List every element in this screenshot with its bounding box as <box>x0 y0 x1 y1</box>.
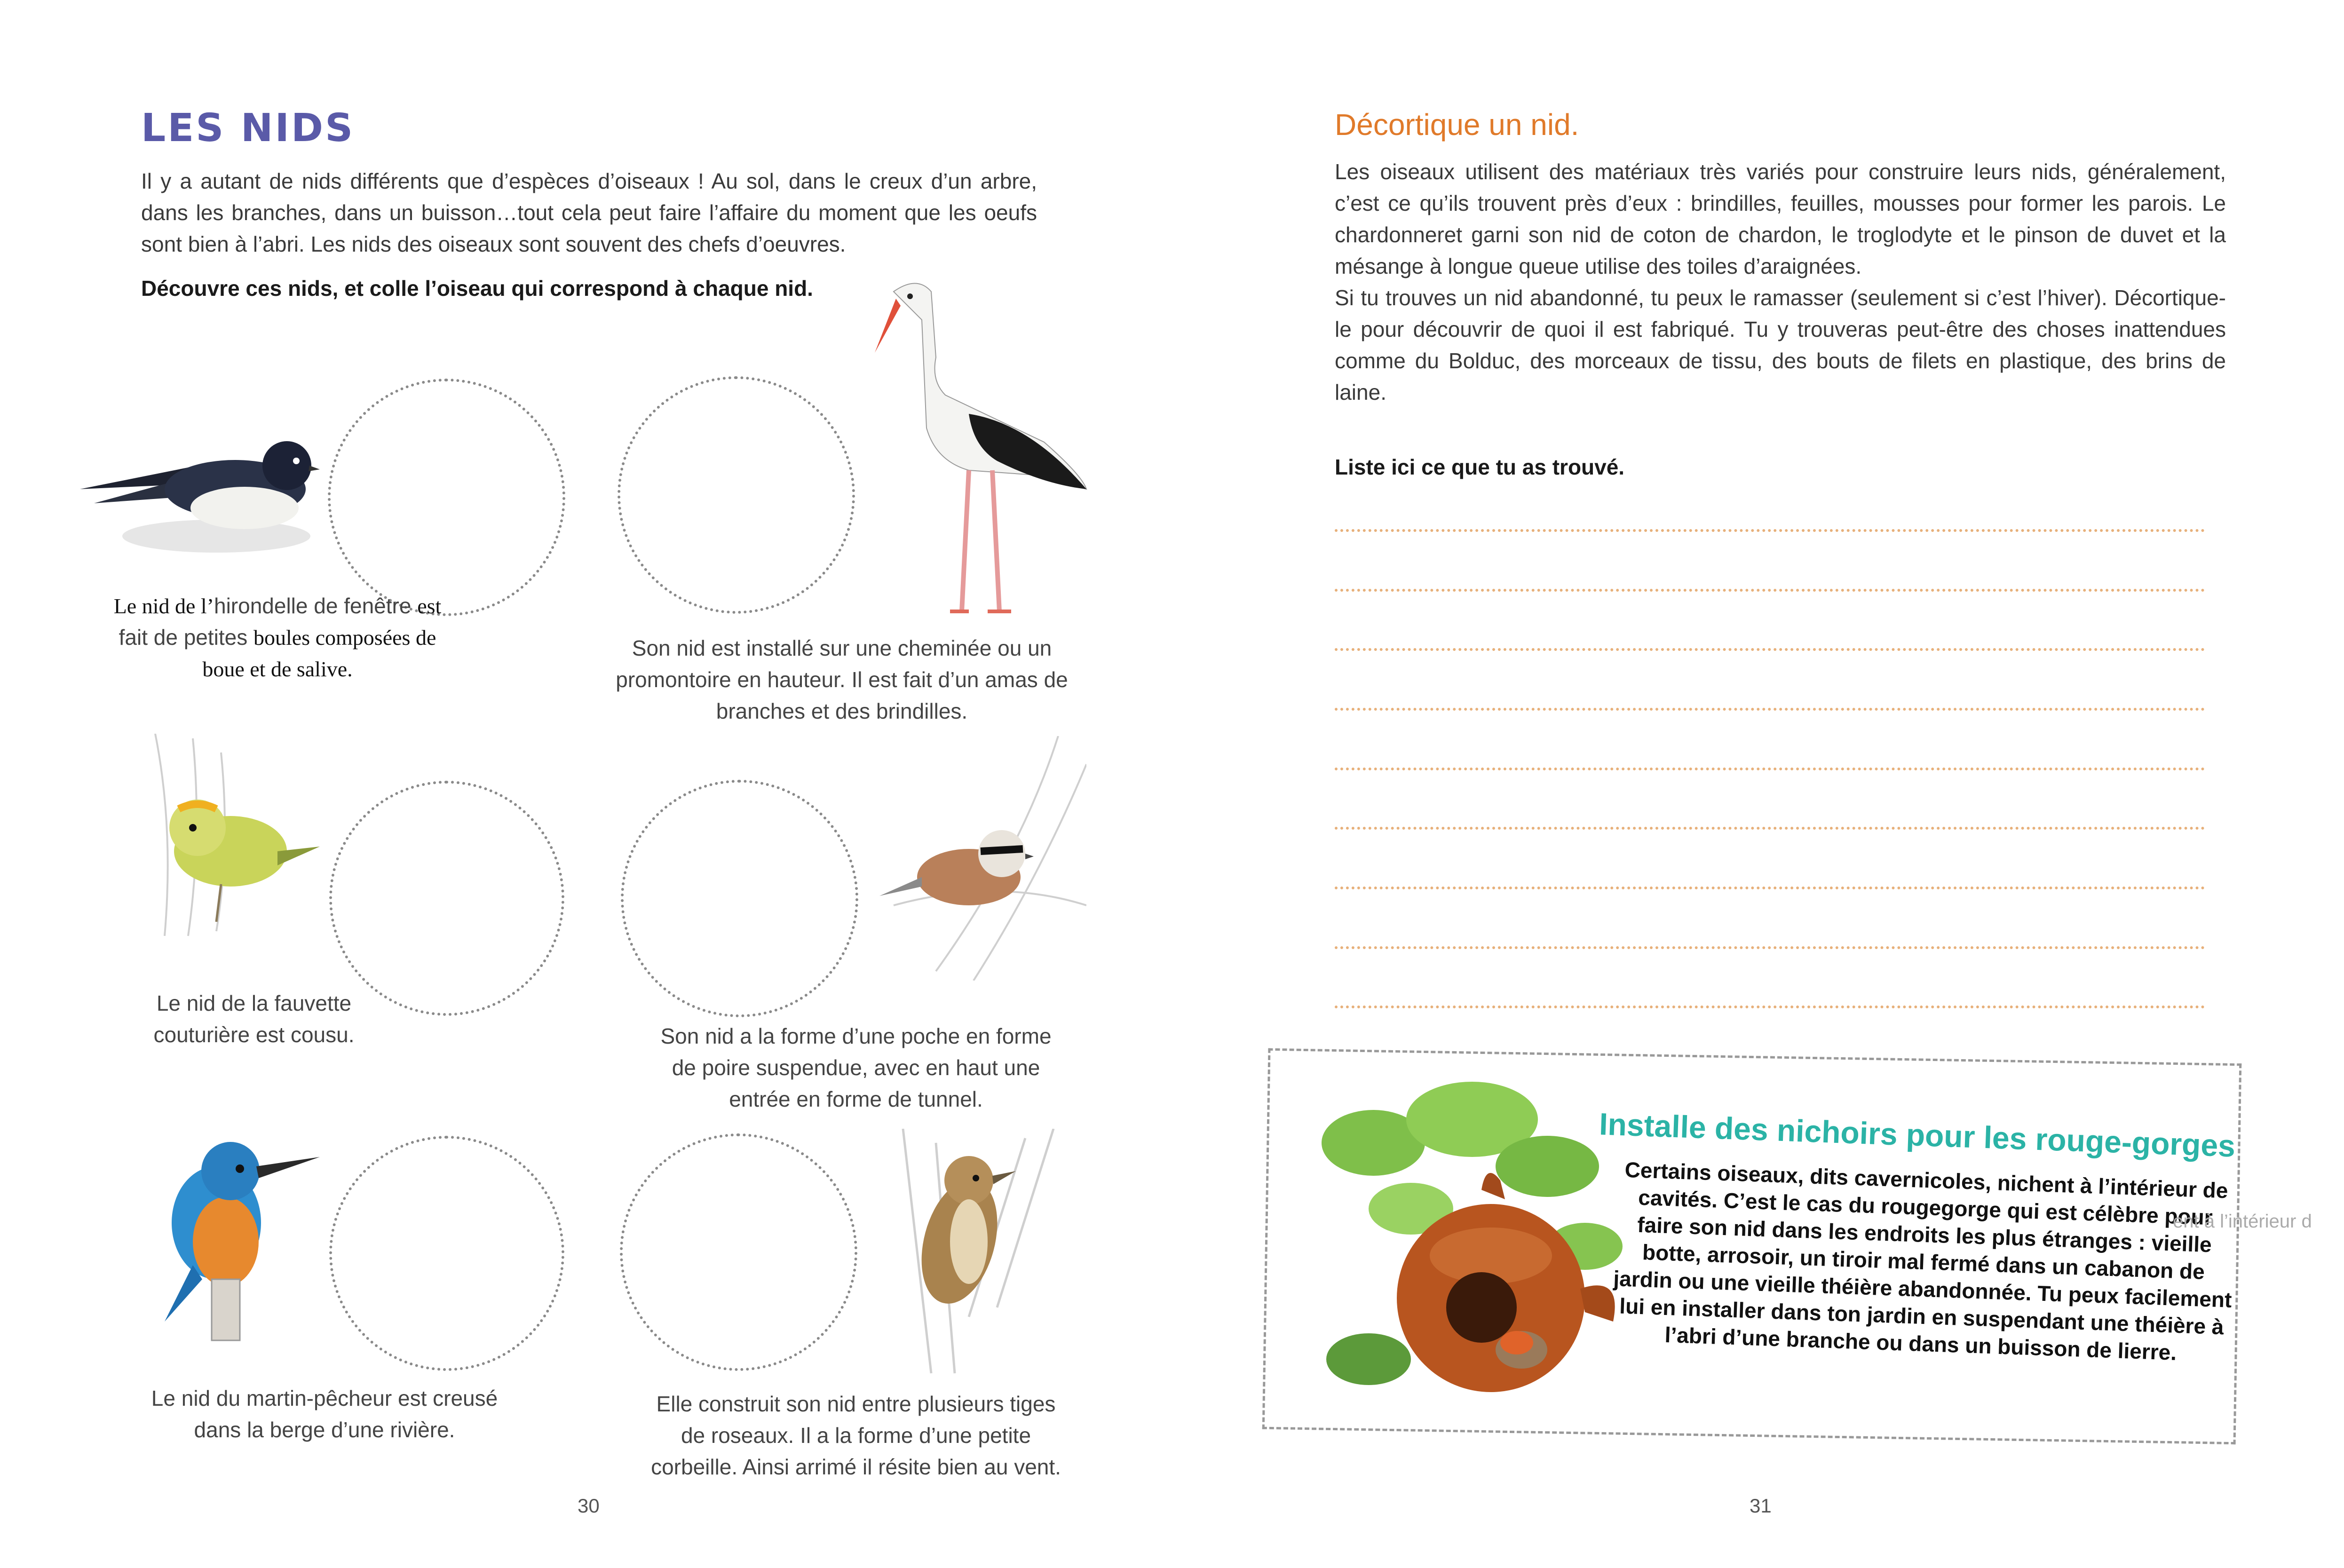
caption-hirondelle-part1: Le nid de l’ <box>113 594 214 618</box>
tip-text: Certains oiseaux, dits cavernicoles, nichent à l’intérieur de cavités. C’est le cas du rougegorge qui est célèbre pour faire son nid dans les endroits les plus étranges : vieille botte, arrosoir, un tiroir mal fermé dans un cabanon de jardin ou une vieille théière abandonnée. Tu peux facilement lui en installer dans ton jardin en suspendant une théière à l’abri d’une branche ou dans un buisson de lierre. <box>1613 1157 2233 1365</box>
teapot-robin-illustration <box>1303 1068 1632 1416</box>
caption-hirondelle-line2a: fait de petites <box>119 625 254 649</box>
section-title: Décortique un nid. <box>1335 108 1579 142</box>
writing-line-3[interactable] <box>1335 648 2205 651</box>
ghost-text: ent à l’intérieur d <box>2173 1211 2312 1232</box>
nest-circle-4[interactable] <box>621 780 858 1017</box>
page-number-left: 30 <box>578 1495 600 1517</box>
right-intro-paragraph-2: Si tu trouves un nid abandonné, tu peux le ramasser (seulement si c’est l’hiver). Décortique-le pour découvrir de quoi il est fabriqué. Tu y trouveras peut-être des choses inattendues comme du Bolduc, des morceaux de tissu, des bouts de filets en plastique, des brins de laine. <box>1335 285 2226 404</box>
nest-circle-2[interactable] <box>618 376 855 614</box>
writing-line-6[interactable] <box>1335 827 2205 830</box>
writing-line-1[interactable] <box>1335 529 2205 532</box>
caption-hirondelle-line2b: boules composées de <box>253 626 436 649</box>
swallow-illustration <box>75 414 320 560</box>
intro-paragraph: Il y a autant de nids différents que d’espèces d’oiseaux ! Au sol, dans le creux d’un arbre, dans les branches, dans un buisson…tout cela peut faire l’affaire du moment que les oeufs sont bien à l’abri. Les nids des oiseaux sont souvent des chefs d’oeuvres. <box>141 169 1037 256</box>
stork-illustration <box>875 273 1096 621</box>
writing-line-4[interactable] <box>1335 708 2205 711</box>
caption-hirondelle <box>66 590 489 685</box>
writing-line-8[interactable] <box>1335 946 2205 949</box>
caption-martin: Le nid du martin-pêcheur est creusé dans la berge d’une rivière. <box>151 1386 498 1442</box>
nest-circle-6[interactable] <box>620 1133 857 1371</box>
caption-fauvette: Le nid de la fauvette couturière est cousu. <box>153 991 355 1047</box>
nest-circle-5[interactable] <box>329 1136 564 1371</box>
writing-line-2[interactable] <box>1335 589 2205 592</box>
page-title: LES NIDS <box>141 106 355 150</box>
page-number-right: 31 <box>1750 1495 1772 1517</box>
caption-hirondelle-line3: boue et de salive. <box>202 657 353 681</box>
caption-mesange: Son nid a la forme d’une poche en forme de poire suspendue, avec en haut une entrée en forme de tunnel. <box>660 1024 1052 1111</box>
reed-warbler-illustration <box>875 1129 1072 1383</box>
nest-circle-3[interactable] <box>329 781 564 1016</box>
writing-line-9[interactable] <box>1335 1006 2205 1008</box>
writing-line-5[interactable] <box>1335 768 2205 770</box>
caption-cigogne: Son nid est installé sur une cheminée ou un promontoire en hauteur. Il est fait d’un amas de branches et des brindilles. <box>616 636 1068 723</box>
goldcrest-illustration <box>136 734 325 941</box>
caption-hirondelle-part3: est <box>417 594 442 618</box>
right-intro-paragraph: Les oiseaux utilisent des matériaux très variés pour construire leurs nids, généralement, c’est ce qu’ils trouvent près d’eux : brindilles, feuilles, mousses pour former les parois. Le chardonneret garni son nid de coton de chardon, le troglodyte et le pinson de duvet et la mésange à longue queue utilise des toiles d’araignées. <box>1335 159 2226 278</box>
list-label: Liste ici ce que tu as trouvé. <box>1335 455 1625 479</box>
tip-title: Installe des nichoirs pour les rouge-gorges <box>1599 1106 2236 1164</box>
caption-hirondelle-part2: hirondelle de fenêtre <box>214 594 418 618</box>
caption-rousserolle: Elle construit son nid entre plusieurs tiges de roseaux. Il a la forme d’une petite corbeille. Ainsi arrimé il résite bien au vent. <box>651 1392 1061 1479</box>
penduline-tit-illustration <box>879 736 1086 981</box>
kingfisher-illustration <box>150 1124 325 1345</box>
writing-line-7[interactable] <box>1335 887 2205 889</box>
instruction-text: Découvre ces nids, et colle l’oiseau qui correspond à chaque nid. <box>141 276 813 301</box>
nest-circle-1[interactable] <box>328 379 565 616</box>
